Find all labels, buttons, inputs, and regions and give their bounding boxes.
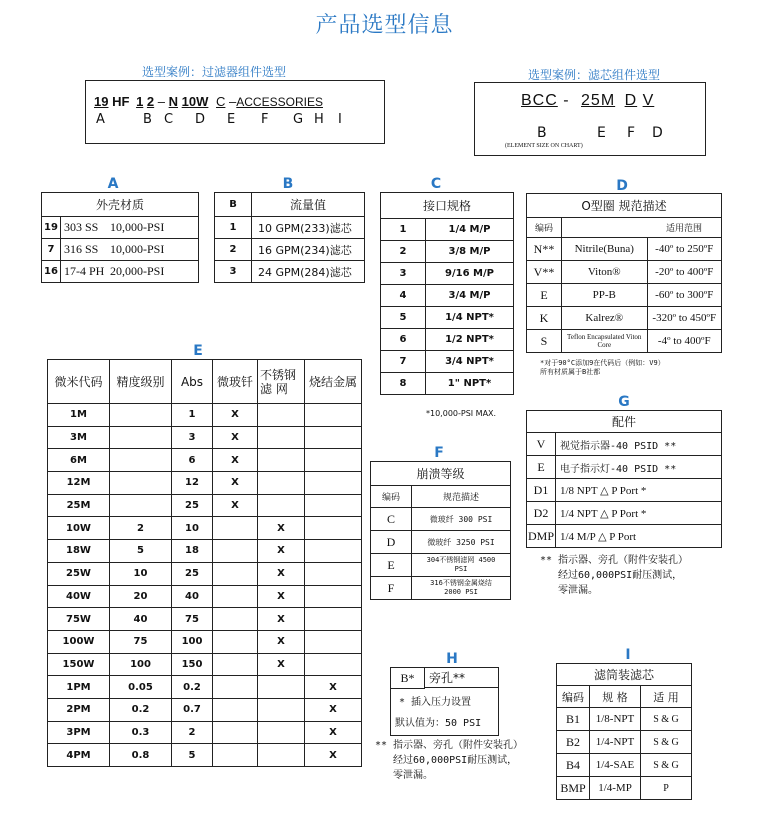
table-cell: 75 — [110, 630, 172, 653]
table-row — [48, 426, 362, 449]
example-left-letter-f: F — [261, 112, 269, 127]
table-row: 2 16 GPM(234)滤芯 — [215, 239, 365, 261]
table-cell — [258, 404, 305, 427]
table-row: D2 1/4 NPT △ P Port * — [527, 502, 722, 525]
table-cell — [305, 585, 362, 608]
table-cell: 18 — [172, 540, 213, 563]
table-cell — [305, 540, 362, 563]
table-cell — [213, 653, 258, 676]
table-cell — [258, 698, 305, 721]
table-cell: 2 — [110, 517, 172, 540]
table-cell — [258, 744, 305, 767]
table-cell: 6 — [172, 449, 213, 472]
table-cell: 10W — [48, 517, 110, 540]
table-cell — [305, 449, 362, 472]
table-cell: 3M — [48, 426, 110, 449]
table-cell: X — [258, 585, 305, 608]
table-cell — [213, 630, 258, 653]
example-right-note: (ELEMENT SIZE ON CHART) — [505, 143, 583, 149]
table-cell — [258, 676, 305, 699]
table-row: 19 303 SS 10,000-PSI — [42, 217, 199, 239]
table-cell — [110, 404, 172, 427]
table-cell — [258, 426, 305, 449]
table-e — [47, 359, 362, 767]
example-right-code: BCC - 25M D V — [521, 92, 655, 109]
table-h-note: ** 指示器、旁孔（附件安装孔） 经过60,000PSI耐压测试， 零泄漏。 — [375, 740, 524, 781]
table-cell: 25W — [48, 562, 110, 585]
table-cell — [213, 676, 258, 699]
table-i-col-spec: 规 格 — [590, 686, 641, 708]
table-row: 6 1/2 NPT* — [381, 329, 514, 351]
table-cell: 75W — [48, 608, 110, 631]
table-row: D 微玻纤 3250 PSI — [371, 531, 511, 554]
table-f-col-desc: 规范描述 — [412, 486, 511, 508]
table-cell: 1 — [172, 404, 213, 427]
table-cell: 40 — [172, 585, 213, 608]
table-row: K Kalrez® -320º to 450ºF — [527, 307, 722, 330]
example-right-letter-b: B — [537, 125, 547, 141]
table-i-col-use: 适 用 — [641, 686, 692, 708]
table-cell: 12M — [48, 472, 110, 495]
table-cell: X — [305, 698, 362, 721]
table-cell: X — [258, 653, 305, 676]
table-cell — [305, 630, 362, 653]
table-cell: 25 — [172, 494, 213, 517]
table-g-letter: G — [618, 394, 630, 410]
table-row: F 316不锈钢金属烧结 2000 PSI — [371, 577, 511, 600]
table-row: 16 17-4 PH 20,000-PSI — [42, 261, 199, 283]
table-cell: 2 — [172, 721, 213, 744]
table-g — [526, 410, 722, 548]
table-cell — [258, 472, 305, 495]
table-cell — [213, 585, 258, 608]
table-cell: 1PM — [48, 676, 110, 699]
table-cell: X — [213, 426, 258, 449]
example-left-box — [85, 80, 385, 144]
table-cell: 100 — [172, 630, 213, 653]
table-a-letter: A — [107, 176, 119, 192]
table-e-letter: E — [193, 343, 203, 359]
table-cell — [258, 721, 305, 744]
table-row: 7 316 SS 10,000-PSI — [42, 239, 199, 261]
table-cell — [305, 517, 362, 540]
table-cell — [213, 721, 258, 744]
table-e-col-sintered: 烧结金属 — [305, 360, 362, 404]
table-c-letter: C — [430, 176, 442, 192]
table-h-line-2: 默认值为：50 PSI — [395, 718, 482, 729]
table-row — [48, 676, 362, 699]
table-i-header: 滤筒装滤芯 — [557, 664, 692, 686]
table-cell: X — [258, 517, 305, 540]
example-left-letter-a: A — [96, 112, 105, 127]
example-left-letter-g: G — [293, 112, 304, 127]
example-left-letter-i: I — [338, 112, 342, 127]
table-cell — [305, 404, 362, 427]
table-row: 3 24 GPM(284)滤芯 — [215, 261, 365, 283]
table-i-col-code: 编码 — [557, 686, 590, 708]
table-h-code: B* — [391, 668, 425, 689]
table-row: V 视觉指示器-40 PSID ** — [527, 433, 722, 456]
table-cell: X — [258, 540, 305, 563]
table-b-header-code: B — [215, 193, 252, 217]
table-row — [48, 585, 362, 608]
table-row: E PP-B -60º to 300ºF — [527, 284, 722, 307]
table-row — [48, 698, 362, 721]
example-left-letter-h: H — [314, 112, 324, 127]
example-left-letter-c: C — [164, 112, 174, 127]
table-cell — [258, 494, 305, 517]
table-b — [214, 192, 365, 283]
table-cell — [110, 472, 172, 495]
table-row: C 微玻纤 300 PSI — [371, 508, 511, 531]
table-row: DMP 1/4 M/P △ P Port — [527, 525, 722, 548]
table-row: 2 3/8 M/P — [381, 241, 514, 263]
table-cell — [213, 562, 258, 585]
table-cell: 18W — [48, 540, 110, 563]
table-c-header: 接口规格 — [381, 193, 514, 219]
table-cell: X — [305, 744, 362, 767]
table-cell: 5 — [110, 540, 172, 563]
table-row — [48, 630, 362, 653]
table-cell: X — [213, 494, 258, 517]
table-row: B1 1/8-NPT S & G — [557, 708, 692, 731]
table-cell: 5 — [172, 744, 213, 767]
table-cell: X — [213, 472, 258, 495]
table-cell — [305, 653, 362, 676]
example-right-caption: 选型案例：滤芯组件选型 — [528, 68, 661, 82]
table-cell — [110, 494, 172, 517]
example-left-letter-b: B — [143, 112, 152, 127]
table-row: D1 1/8 NPT △ P Port * — [527, 479, 722, 502]
table-cell: 2PM — [48, 698, 110, 721]
table-row — [48, 721, 362, 744]
table-row: 7 3/4 NPT* — [381, 351, 514, 373]
table-e-col-code: 微米代码 — [48, 360, 110, 404]
table-cell: 1M — [48, 404, 110, 427]
table-e-col-abs: Abs — [172, 360, 213, 404]
table-row: S Teflon Encapsulated Viton Core -4º to 400ºF — [527, 330, 722, 353]
table-row: E 电子指示灯-40 PSID ** — [527, 456, 722, 479]
table-a — [41, 192, 199, 283]
table-cell: 100 — [110, 653, 172, 676]
table-cell: 25M — [48, 494, 110, 517]
table-d-note-2: 所有材质属于B社都 — [540, 368, 601, 376]
table-cell — [305, 426, 362, 449]
table-cell — [213, 744, 258, 767]
table-cell: X — [258, 630, 305, 653]
table-f — [370, 461, 511, 600]
page-title: 产品选型信息 — [315, 13, 454, 38]
table-b-letter: B — [282, 176, 294, 192]
table-row — [48, 608, 362, 631]
table-cell: 0.2 — [172, 676, 213, 699]
table-d-note-1: *对于90°C添加9在代码后（例如：V9） — [540, 359, 665, 367]
table-cell: X — [213, 449, 258, 472]
table-row — [48, 404, 362, 427]
table-cell: X — [258, 562, 305, 585]
table-h-line-1: * 插入压力设置 — [399, 697, 472, 708]
table-row — [48, 540, 362, 563]
table-cell — [258, 449, 305, 472]
table-h — [390, 667, 499, 736]
table-row: B2 1/4-NPT S & G — [557, 731, 692, 754]
table-d-col-range: 适用范围 — [647, 218, 722, 238]
table-cell: 12 — [172, 472, 213, 495]
table-cell — [305, 472, 362, 495]
table-cell: 3PM — [48, 721, 110, 744]
table-cell: 10 — [172, 517, 213, 540]
table-cell: 6M — [48, 449, 110, 472]
table-cell: 20 — [110, 585, 172, 608]
table-cell: 75 — [172, 608, 213, 631]
table-cell: 40W — [48, 585, 110, 608]
example-right-box — [474, 82, 706, 156]
table-cell: X — [305, 721, 362, 744]
example-right-letter-d: D — [652, 125, 663, 141]
table-row: N** Nitrile(Buna) -40º to 250ºF — [527, 238, 722, 261]
table-f-header: 崩溃等级 — [371, 462, 511, 486]
table-cell: 10 — [110, 562, 172, 585]
table-row: 1 1/4 M/P — [381, 219, 514, 241]
table-row — [48, 472, 362, 495]
table-cell — [305, 608, 362, 631]
table-cell: 4PM — [48, 744, 110, 767]
table-c-note: *10,000-PSI MAX. — [426, 409, 497, 418]
table-cell: 150 — [172, 653, 213, 676]
table-cell: X — [305, 676, 362, 699]
table-row: 4 3/4 M/P — [381, 285, 514, 307]
table-f-col-code: 编码 — [371, 486, 412, 508]
table-h-letter: H — [446, 651, 458, 667]
example-left-letter-e: E — [227, 112, 236, 127]
table-a-header: 外壳材质 — [42, 193, 199, 217]
table-e-col-mesh: 不锈钢滤 网 — [258, 360, 305, 404]
table-cell — [213, 608, 258, 631]
table-cell: 40 — [110, 608, 172, 631]
table-cell — [213, 698, 258, 721]
table-cell — [213, 517, 258, 540]
table-i-letter: I — [625, 647, 631, 663]
table-g-note: ** 指示器、旁孔（附件安装孔） 经过60,000PSI耐压测试， 零泄漏。 — [540, 555, 689, 596]
table-c — [380, 192, 514, 395]
table-cell: 0.3 — [110, 721, 172, 744]
table-cell — [305, 494, 362, 517]
table-cell — [110, 426, 172, 449]
table-cell — [110, 449, 172, 472]
table-cell: 150W — [48, 653, 110, 676]
table-cell: 25 — [172, 562, 213, 585]
table-cell: 0.05 — [110, 676, 172, 699]
table-row — [48, 517, 362, 540]
table-cell — [305, 562, 362, 585]
table-cell: 100W — [48, 630, 110, 653]
example-left-caption: 选型案例：过滤器组件选型 — [142, 65, 287, 79]
table-d — [526, 193, 722, 353]
table-f-letter: F — [434, 445, 444, 461]
table-cell: X — [213, 404, 258, 427]
example-right-letter-e: E — [597, 125, 606, 141]
table-row: 5 1/4 NPT* — [381, 307, 514, 329]
table-cell: X — [258, 608, 305, 631]
table-row: 8 1" NPT* — [381, 373, 514, 395]
table-row: B4 1/4-SAE S & G — [557, 754, 692, 777]
table-d-letter: D — [616, 178, 628, 194]
table-cell — [213, 540, 258, 563]
example-right-letter-f: F — [627, 125, 636, 141]
table-d-col-code: 编码 — [527, 218, 562, 238]
example-left-letter-d: D — [195, 112, 206, 127]
table-row — [48, 494, 362, 517]
table-row — [48, 449, 362, 472]
table-cell: 0.7 — [172, 698, 213, 721]
table-cell: 0.2 — [110, 698, 172, 721]
table-row: V** Viton® -20º to 400ºF — [527, 261, 722, 284]
table-row — [48, 562, 362, 585]
table-cell: 3 — [172, 426, 213, 449]
table-h-title: 旁孔** — [425, 668, 498, 688]
table-e-col-glass: 微玻钎 — [213, 360, 258, 404]
table-row — [48, 653, 362, 676]
table-e-col-grade: 精度级别 — [110, 360, 172, 404]
table-row: 1 10 GPM(233)滤芯 — [215, 217, 365, 239]
table-g-header: 配件 — [527, 411, 722, 433]
table-b-header: 流量值 — [252, 193, 365, 217]
table-row — [48, 744, 362, 767]
table-row: 3 9/16 M/P — [381, 263, 514, 285]
table-row: BMP 1/4-MP P — [557, 777, 692, 800]
example-left-code: 19 HF 1 2 – N 10W C –ACCESSORIES — [94, 94, 323, 109]
table-cell: 0.8 — [110, 744, 172, 767]
table-d-header: O型圈 规范描述 — [527, 194, 722, 218]
table-row: E 304不锈钢滤网 4500 PSI — [371, 554, 511, 577]
table-i — [556, 663, 692, 800]
